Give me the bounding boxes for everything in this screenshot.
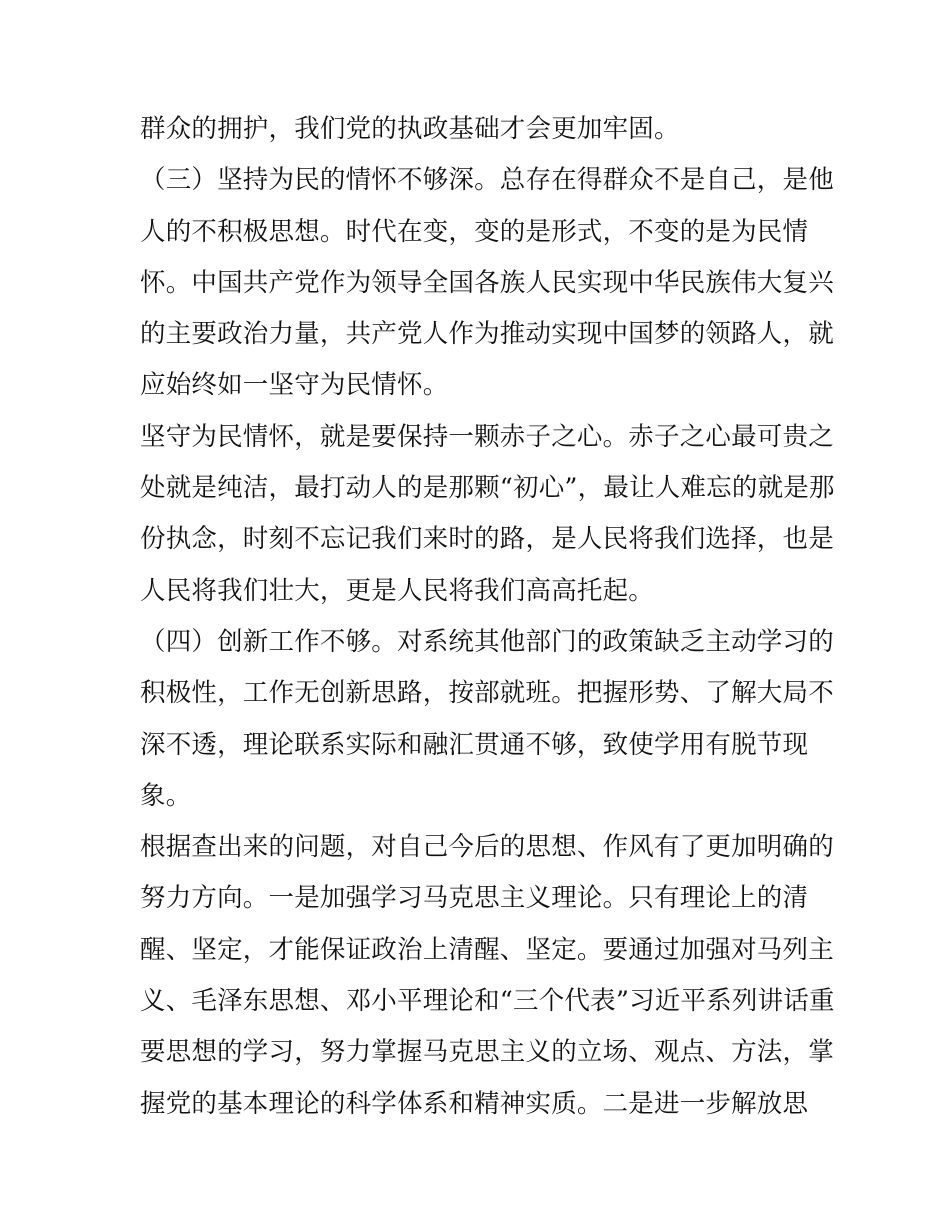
text-line: 怀。中国共产党作为领导全国各族人民实现中华民族伟大复兴 xyxy=(140,267,834,298)
text-line: （三）坚持为民的情怀不够深。总存在得群众不是自己，是他 xyxy=(140,165,834,196)
text-line: 要思想的学习，努力掌握马克思主义的立场、观点、方法，掌 xyxy=(140,1037,834,1068)
text-line: 坚守为民情怀，就是要保持一颗赤子之心。赤子之心最可贵之 xyxy=(140,421,834,452)
text-line: 象。 xyxy=(140,780,192,811)
text-line: 深不透，理论联系实际和融汇贯通不够，致使学用有脱节现 xyxy=(140,729,809,760)
text-line: 握党的基本理论的科学体系和精神实质。二是进一步解放思 xyxy=(140,1088,809,1119)
document-body xyxy=(140,104,835,1130)
text-line: 群众的拥护，我们党的执政基础才会更加牢固。 xyxy=(140,114,680,144)
text-line: 份执念，时刻不忘记我们来时的路，是人民将我们选择，也是 xyxy=(140,524,834,555)
text-line: 的主要政治力量，共产党人作为推动实现中国梦的领路人，就 xyxy=(140,319,834,350)
text-line: 义、毛泽东思想、邓小平理论和“三个代表”习近平系列讲话重 xyxy=(140,986,835,1017)
text-line: 积极性，工作无创新思路，按部就班。把握形势、了解大局不 xyxy=(140,678,834,709)
text-line: 努力方向。一是加强学习马克思主义理论。只有理论上的清 xyxy=(140,883,809,914)
text-line: 醒、坚定，才能保证政治上清醒、坚定。要通过加强对马列主 xyxy=(140,934,834,965)
text-line: 根据查出来的问题，对自己今后的思想、作风有了更加明确的 xyxy=(140,832,834,863)
text-line: 应始终如一坚守为民情怀。 xyxy=(140,370,449,401)
text-line: （四）创新工作不够。对系统其他部门的政策缺乏主动学习的 xyxy=(140,626,834,657)
text-line: 人民将我们壮大，更是人民将我们高高托起。 xyxy=(140,575,655,606)
text-line: 处就是纯洁，最打动人的是那颗“初心”，最让人难忘的就是那 xyxy=(140,473,835,504)
text-line: 人的不积极思想。时代在变，变的是形式，不变的是为民情 xyxy=(140,216,809,247)
